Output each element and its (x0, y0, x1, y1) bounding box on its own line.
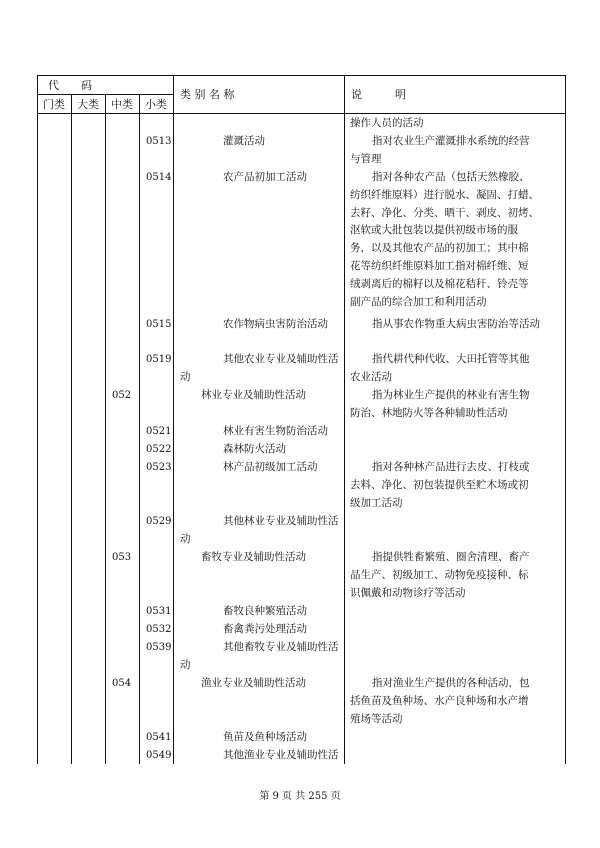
name-0529-line1: 其他林业专业及辅助性活 (223, 515, 339, 527)
desc-0513-line2: 与管理 (350, 153, 382, 165)
desc-0523-line3: 级加工活动 (350, 497, 403, 509)
desc-054-line3: 殖场等活动 (350, 713, 403, 725)
name-0514: 农产品初加工活动 (223, 171, 307, 183)
code-0523: 0523 (146, 462, 172, 473)
code-0529: 0529 (146, 516, 172, 527)
col-divider-men-da (71, 94, 72, 764)
name-0522: 森林防火活动 (223, 443, 286, 455)
desc-053-line3: 识佩戴和动物诊疗等活动 (350, 587, 466, 599)
header-description: 说 明 (351, 88, 406, 101)
code-052: 052 (112, 390, 132, 401)
desc-continued: 操作人员的活动 (350, 117, 424, 129)
header-xiao: 小类 (145, 98, 167, 111)
name-0519-line1: 其他农业专业及辅助性活 (223, 353, 339, 365)
header-da: 大类 (77, 98, 99, 111)
desc-053-line2: 品生产、初级加工、动物免疫接种、标 (350, 569, 529, 581)
desc-0514-line3: 去籽、净化、分类、晒干、剥皮、初烤、 (350, 207, 539, 219)
table-right-border (565, 75, 566, 764)
header-category-name: 类 别 名 称 (180, 88, 235, 101)
col-divider-xiao-name (173, 75, 174, 764)
header-code: 代 码 (48, 79, 92, 92)
desc-053-line1: 指提供牲畜繁殖、圈舍清理、畜产 (372, 551, 530, 563)
name-0515: 农作物病虫害防治活动 (223, 318, 328, 330)
col-divider-da-zhong (105, 94, 106, 764)
desc-0519-line1: 指代耕代种代收、大田托管等其他 (372, 353, 530, 365)
name-0549-line1: 其他渔业专业及辅助性活 (223, 749, 339, 761)
code-053: 053 (112, 552, 132, 563)
code-0513: 0513 (146, 136, 172, 147)
code-0531: 0531 (146, 606, 172, 617)
code-0519: 0519 (146, 354, 172, 365)
desc-0514-line8: 副产品的综合加工和利用活动 (350, 296, 487, 308)
desc-052-line2: 防治、林地防火等各种辅助性活动 (350, 407, 508, 419)
code-054: 054 (112, 678, 132, 689)
code-0514: 0514 (146, 172, 172, 183)
desc-0514-line2: 纺织纤维原料）进行脱水、凝固、打蜡、 (350, 189, 539, 201)
page-footer: 第 9 页 共 255 页 (259, 791, 341, 802)
desc-0515-line1: 指从事农作物重大病虫害防治等活动 (372, 318, 540, 330)
desc-0513-line1: 指对农业生产灌溉排水系统的经营 (372, 135, 530, 147)
desc-0514-line1: 指对各种农产品（包括天然橡胶、 (372, 171, 530, 183)
name-0529-line2: 动 (180, 533, 191, 545)
name-0513: 灌溉活动 (223, 135, 265, 147)
name-0541: 鱼苗及鱼种场活动 (223, 731, 307, 743)
name-0532: 畜禽粪污处理活动 (223, 623, 307, 635)
name-0531: 畜牧良种繁殖活动 (223, 605, 307, 617)
desc-0514-line4: 沤软或大批包装以提供初级市场的服 (350, 224, 518, 236)
desc-054-line1: 指对渔业生产提供的各种活动，包 (372, 677, 530, 689)
code-0549: 0549 (146, 750, 172, 761)
desc-054-line2: 括鱼苗及鱼种场、水产良种场和水产增 (350, 695, 529, 707)
desc-0514-line6: 花等纺织纤维原料加工指对棉纤维、短 (350, 260, 529, 272)
header-bottom-border (37, 113, 565, 114)
header-zhong: 中类 (111, 98, 133, 111)
code-0515: 0515 (146, 319, 172, 330)
code-0521: 0521 (146, 426, 172, 437)
desc-0514-line7: 绒剥离后的棉籽以及棉花秸秆、铃壳等 (350, 278, 529, 290)
name-0539-line2: 动 (180, 659, 191, 671)
table-left-border (37, 75, 38, 764)
col-divider-name-desc (344, 75, 345, 764)
name-052: 林业专业及辅助性活动 (201, 389, 306, 401)
col-divider-zhong-xiao (139, 94, 140, 764)
code-0541: 0541 (146, 732, 172, 743)
desc-0523-line1: 指对各种林产品进行去皮、打枝或 (372, 461, 530, 473)
name-0521: 林业有害生物防治活动 (223, 425, 328, 437)
desc-0519-line2: 农业活动 (350, 371, 392, 383)
code-0522: 0522 (146, 444, 172, 455)
table-top-border (37, 75, 565, 76)
desc-0523-line2: 去料、净化、初包装提供至贮木场或初 (350, 479, 529, 491)
name-0539-line1: 其他畜牧专业及辅助性活 (223, 641, 339, 653)
name-0523: 林产品初级加工活动 (223, 461, 318, 473)
code-0532: 0532 (146, 624, 172, 635)
name-0519-line2: 动 (180, 371, 191, 383)
name-053: 畜牧专业及辅助性活动 (201, 551, 306, 563)
desc-0514-line5: 务，以及其他农产品的初加工；其中棉 (350, 242, 529, 254)
code-0539: 0539 (146, 642, 172, 653)
name-054: 渔业专业及辅助性活动 (201, 677, 306, 689)
header-men: 门类 (43, 98, 65, 111)
desc-052-line1: 指为林业生产提供的林业有害生物 (372, 389, 530, 401)
